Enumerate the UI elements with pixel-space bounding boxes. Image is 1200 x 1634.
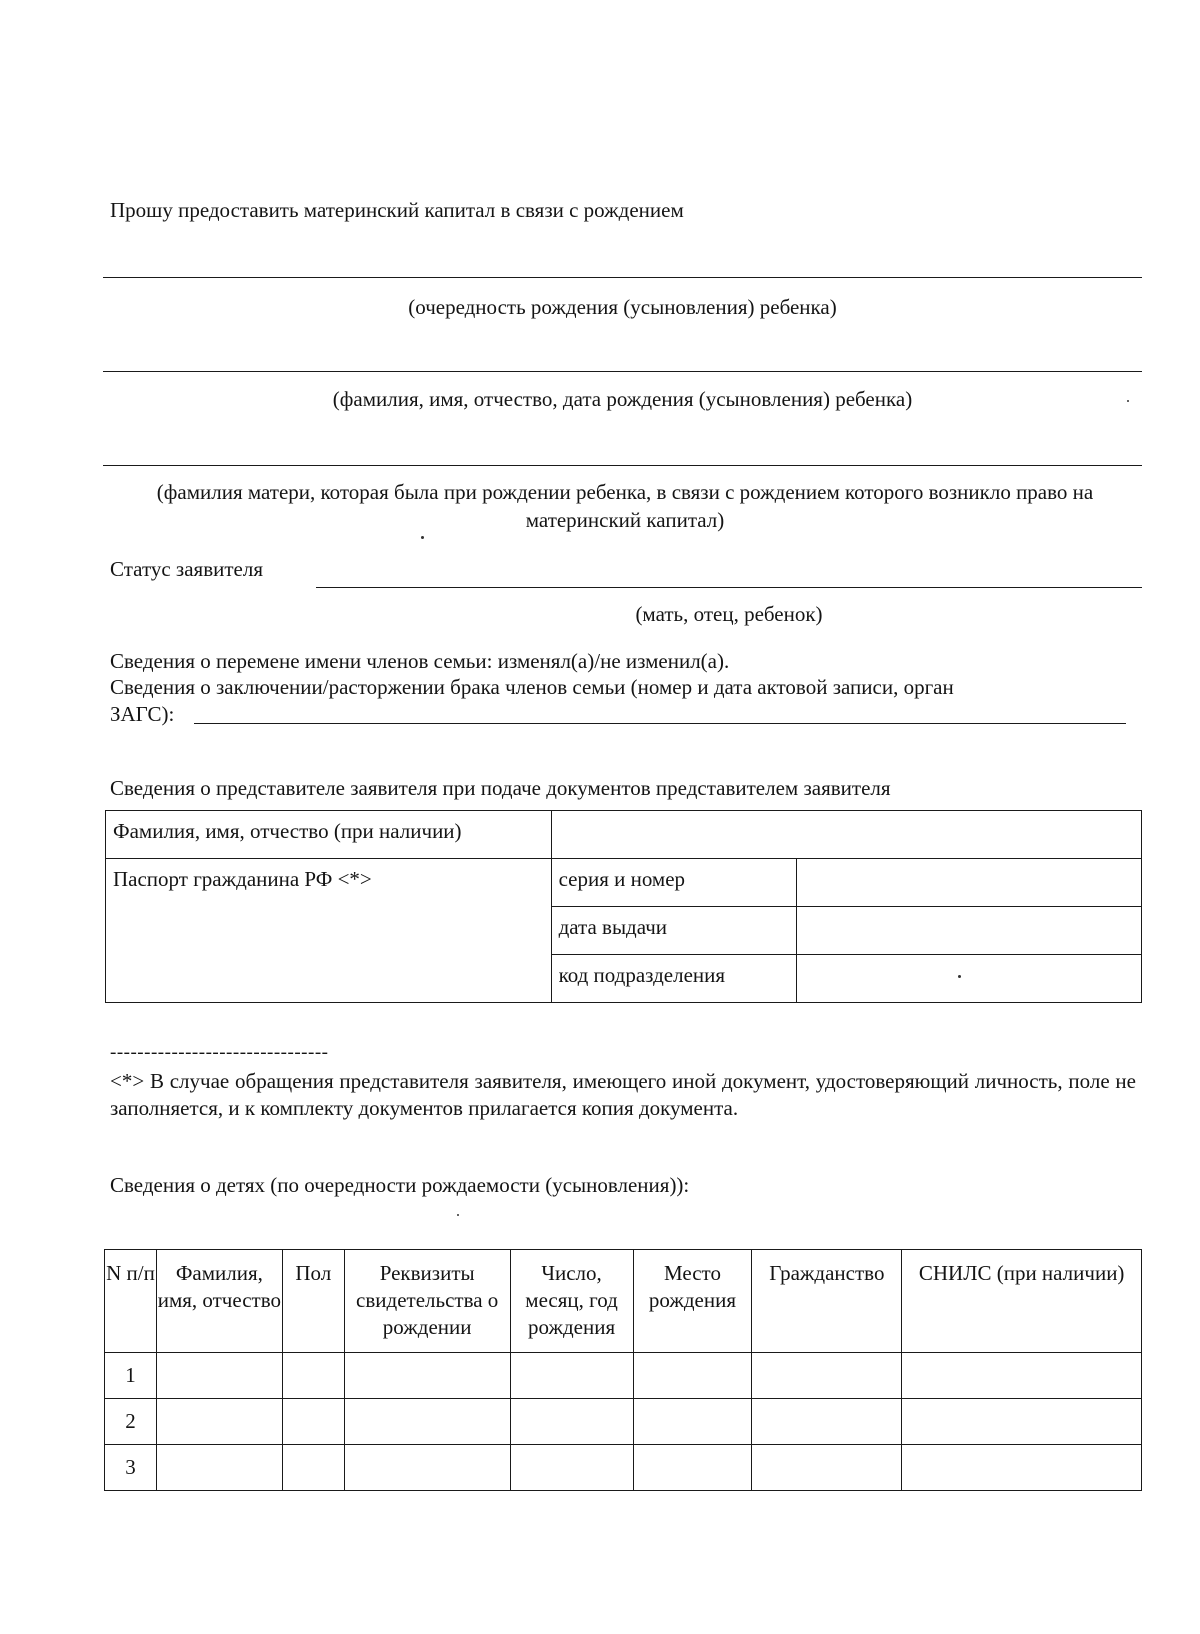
scan-speck [1127, 400, 1129, 402]
child-info-line[interactable] [103, 371, 1142, 372]
cell-full-name[interactable] [156, 1353, 282, 1399]
cell-full-name[interactable] [156, 1399, 282, 1445]
col-full-name: Фамилия, имя, отчество [156, 1250, 282, 1353]
child-info-caption: (фамилия, имя, отчество, дата рождения (усыновления) ребенка) [332, 387, 913, 411]
footnote-separator: -------------------------------- [110, 1042, 329, 1063]
cell-birth-certificate[interactable] [344, 1353, 510, 1399]
cell-birth-certificate[interactable] [344, 1445, 510, 1491]
row-number: 3 [105, 1445, 157, 1491]
row-number: 2 [105, 1399, 157, 1445]
passport-label: Паспорт гражданина РФ <*> [106, 859, 552, 1003]
cell-birth-place[interactable] [633, 1399, 752, 1445]
children-heading: Сведения о детях (по очередности рождаемости (усыновления)): [110, 1173, 690, 1197]
marriage-info-line[interactable] [194, 723, 1126, 724]
cell-sex[interactable] [282, 1353, 344, 1399]
representative-heading: Сведения о представителе заявителя при подаче документов представителем заявителя [110, 776, 891, 800]
cell-full-name[interactable] [156, 1445, 282, 1491]
table-row [105, 1353, 1142, 1399]
cell-birth-certificate[interactable] [344, 1399, 510, 1445]
mother-name-line[interactable] [103, 465, 1142, 466]
cell-snils[interactable] [902, 1445, 1142, 1491]
applicant-status-line[interactable] [316, 587, 1142, 588]
col-birth-date: Число, месяц, год рождения [510, 1250, 633, 1353]
mother-name-caption: (фамилия матери, которая была при рождении ребенка, в связи с рождением которого возникло право на материнский капитал) [156, 480, 1094, 532]
birth-order-line[interactable] [103, 277, 1142, 278]
name-change-text: Сведения о перемене имени членов семьи: изменял(а)/не изменил(а). [110, 649, 730, 673]
col-citizenship: Гражданство [752, 1250, 902, 1353]
cell-citizenship[interactable] [752, 1353, 902, 1399]
applicant-status-label: Статус заявителя [110, 557, 263, 581]
cell-sex[interactable] [282, 1399, 344, 1445]
representative-table [105, 810, 1142, 1003]
col-number: N п/п [105, 1250, 157, 1353]
children-table-header [105, 1250, 1142, 1353]
table-row [105, 1445, 1142, 1491]
full-name-field[interactable] [551, 811, 1141, 859]
birth-order-caption: (очередность рождения (усыновления) ребенка) [408, 295, 837, 319]
marriage-info-line2: ЗАГС): [110, 702, 175, 726]
cell-birth-place[interactable] [633, 1445, 752, 1491]
series-number-field[interactable] [797, 859, 1142, 907]
table-row [105, 1399, 1142, 1445]
cell-snils[interactable] [902, 1399, 1142, 1445]
col-birth-place: Место рождения [633, 1250, 752, 1353]
col-birth-certificate: Реквизиты свидетельства о рождении [344, 1250, 510, 1353]
cell-birth-date[interactable] [510, 1399, 633, 1445]
cell-citizenship[interactable] [752, 1399, 902, 1445]
full-name-label: Фамилия, имя, отчество (при наличии) [106, 811, 552, 859]
division-code-field[interactable] [797, 955, 1142, 1003]
footnote-text: <*> В случае обращения представителя заявителя, имеющего иной документ, удостоверяющий личность, поле не заполняется, и к комплекту документов прилагается копия документа. [110, 1069, 1136, 1120]
cell-sex[interactable] [282, 1445, 344, 1491]
col-sex: Пол [282, 1250, 344, 1353]
applicant-status-caption: (мать, отец, ребенок) [635, 602, 823, 626]
division-code-label: код подразделения [551, 955, 797, 1003]
issue-date-field[interactable] [797, 907, 1142, 955]
marriage-info-line1: Сведения о заключении/расторжении брака членов семьи (номер и дата актовой записи, орган [110, 675, 954, 699]
scan-speck [421, 536, 424, 539]
scan-speck [958, 975, 961, 978]
row-number: 1 [105, 1353, 157, 1399]
col-snils: СНИЛС (при наличии) [902, 1250, 1142, 1353]
intro-text: Прошу предоставить материнский капитал в связи с рождением [110, 198, 684, 222]
series-number-label: серия и номер [551, 859, 797, 907]
cell-birth-place[interactable] [633, 1353, 752, 1399]
children-table [104, 1249, 1142, 1491]
issue-date-label: дата выдачи [551, 907, 797, 955]
scan-speck [457, 1214, 459, 1216]
cell-snils[interactable] [902, 1353, 1142, 1399]
cell-birth-date[interactable] [510, 1353, 633, 1399]
cell-citizenship[interactable] [752, 1445, 902, 1491]
cell-birth-date[interactable] [510, 1445, 633, 1491]
